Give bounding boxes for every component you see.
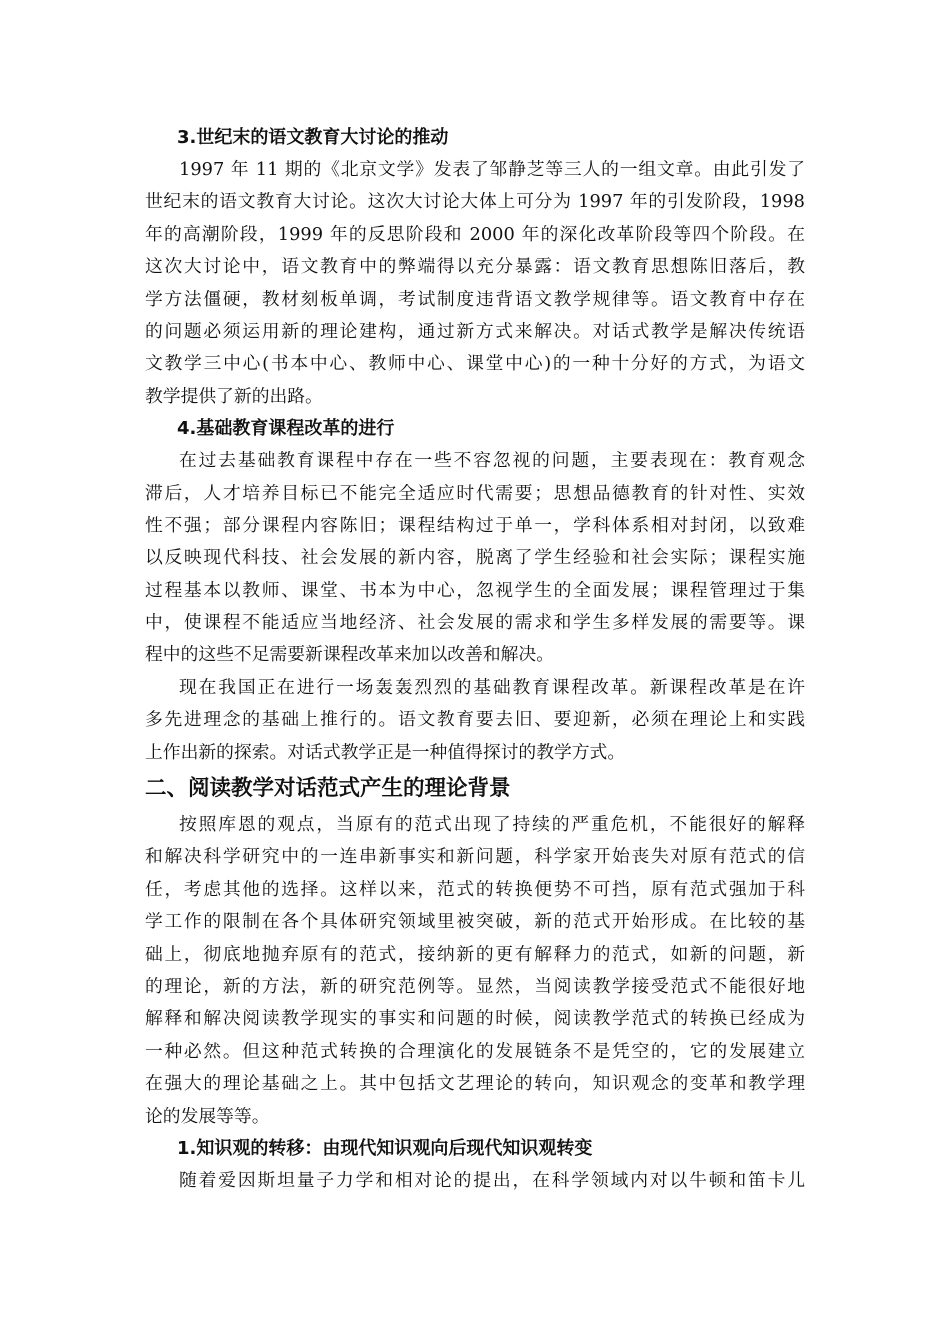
text-line: 教学提供了新的出路。: [145, 385, 323, 407]
text-line: 文教学三中心(书本中心、教师中心、课堂中心)的一种十分好的方式，为语文: [145, 353, 805, 375]
text-line: 和解决科学研究中的一连串新事实和新问题，科学家开始丧失对原有范式的信: [145, 846, 805, 868]
text-line: 程中的这些不足需要新课程改革来加以改善和解决。: [145, 644, 554, 666]
text-line: 在过去基础教育课程中存在一些不容忽视的问题，主要表现在：教育观念: [179, 450, 805, 472]
text-line: 年的高潮阶段，1999 年的反思阶段和 2000 年的深化改革阶段等四个阶段。在: [145, 223, 805, 245]
text-line: 性不强；部分课程内容陈旧；课程结构过于单一，学科体系相对封闭，以致难: [145, 514, 805, 536]
heading-4-curriculum-reform: 4.基础教育课程改革的进行: [177, 418, 395, 440]
text-line: 论的发展等等。: [145, 1105, 270, 1127]
section-heading-theoretical-background: 二、阅读教学对话范式产生的理论背景: [145, 776, 511, 802]
text-line: 学工作的限制在各个具体研究领域里被突破，新的范式开始形成。在比较的基: [145, 911, 805, 933]
text-line: 解释和解决阅读教学现实的事实和问题的时候，阅读教学范式的转换已经成为: [145, 1008, 805, 1030]
paragraph-curriculum-reform-now: [145, 672, 805, 769]
paragraph-kuhn-paradigm: [145, 809, 805, 1133]
text-line: 以反映现代科技、社会发展的新内容，脱离了学生经验和社会实际；课程实施: [145, 547, 805, 569]
document-page: [145, 122, 805, 1197]
text-line: 的问题必须运用新的理论建构，通过新方式来解决。对话式教学是解决传统语: [145, 320, 805, 342]
text-line: 多先进理念的基础上推行的。语文教育要去旧、要迎新，必须在理论上和实践: [145, 709, 805, 731]
text-line: 1997 年 11 期的《北京文学》发表了邹静芝等三人的一组文章。由此引发了: [179, 159, 805, 180]
text-line: 在强大的理论基础之上。其中包括文艺理论的转向，知识观念的变革和教学理: [145, 1073, 805, 1095]
paragraph-einstein: [145, 1165, 805, 1197]
text-line: 过程基本以教师、课堂、书本为中心，忽视学生的全面发展；课程管理过于集: [145, 579, 805, 601]
paragraph-century-end-discussion: [145, 154, 805, 413]
text-line: 这次大讨论中，语文教育中的弊端得以充分暴露：语文教育思想陈旧落后，教: [145, 256, 805, 278]
text-line: 世纪末的语文教育大讨论。这次大讨论大体上可分为 1997 年的引发阶段，1998: [145, 191, 805, 213]
text-line: 滞后，人才培养目标已不能完全适应时代需要；思想品德教育的针对性、实效: [145, 482, 805, 504]
heading-3-century-end-discussion: 3.世纪末的语文教育大讨论的推动: [177, 127, 449, 148]
text-line: 础上，彻底地抛弃原有的范式，接纳新的更有解释力的范式，如新的问题，新: [145, 943, 805, 965]
text-line: 按照库恩的观点，当原有的范式出现了持续的严重危机，不能很好的解释: [179, 814, 805, 836]
text-line: 任，考虑其他的选择。这样以来，范式的转换便势不可挡，原有范式强加于科: [145, 878, 805, 900]
text-line: 现在我国正在进行一场轰轰烈烈的基础教育课程改革。新课程改革是在许: [179, 676, 805, 698]
paragraph-curriculum-problems: [145, 445, 805, 672]
text-line: 一种必然。但这种范式转换的合理演化的发展链条不是凭空的，它的发展建立: [145, 1040, 805, 1062]
text-line: 学方法僵硬，教材刻板单调，考试制度违背语文教学规律等。语文教育中存在: [145, 288, 805, 310]
text-line: 的理论，新的方法，新的研究范例等。显然，当阅读教学接受范式不能很好地: [145, 975, 805, 997]
text-line: 中，使课程不能适应当地经济、社会发展的需求和学生多样发展的需要等。课: [145, 612, 805, 634]
text-line: 上作出新的探索。对话式教学正是一种值得探讨的教学方式。: [145, 741, 626, 763]
heading-1-knowledge-shift: 1.知识观的转移：由现代知识观向后现代知识观转变: [177, 1137, 593, 1159]
text-line: 随着爱因斯坦量子力学和相对论的提出，在科学领域内对以牛顿和笛卡儿: [179, 1169, 805, 1191]
